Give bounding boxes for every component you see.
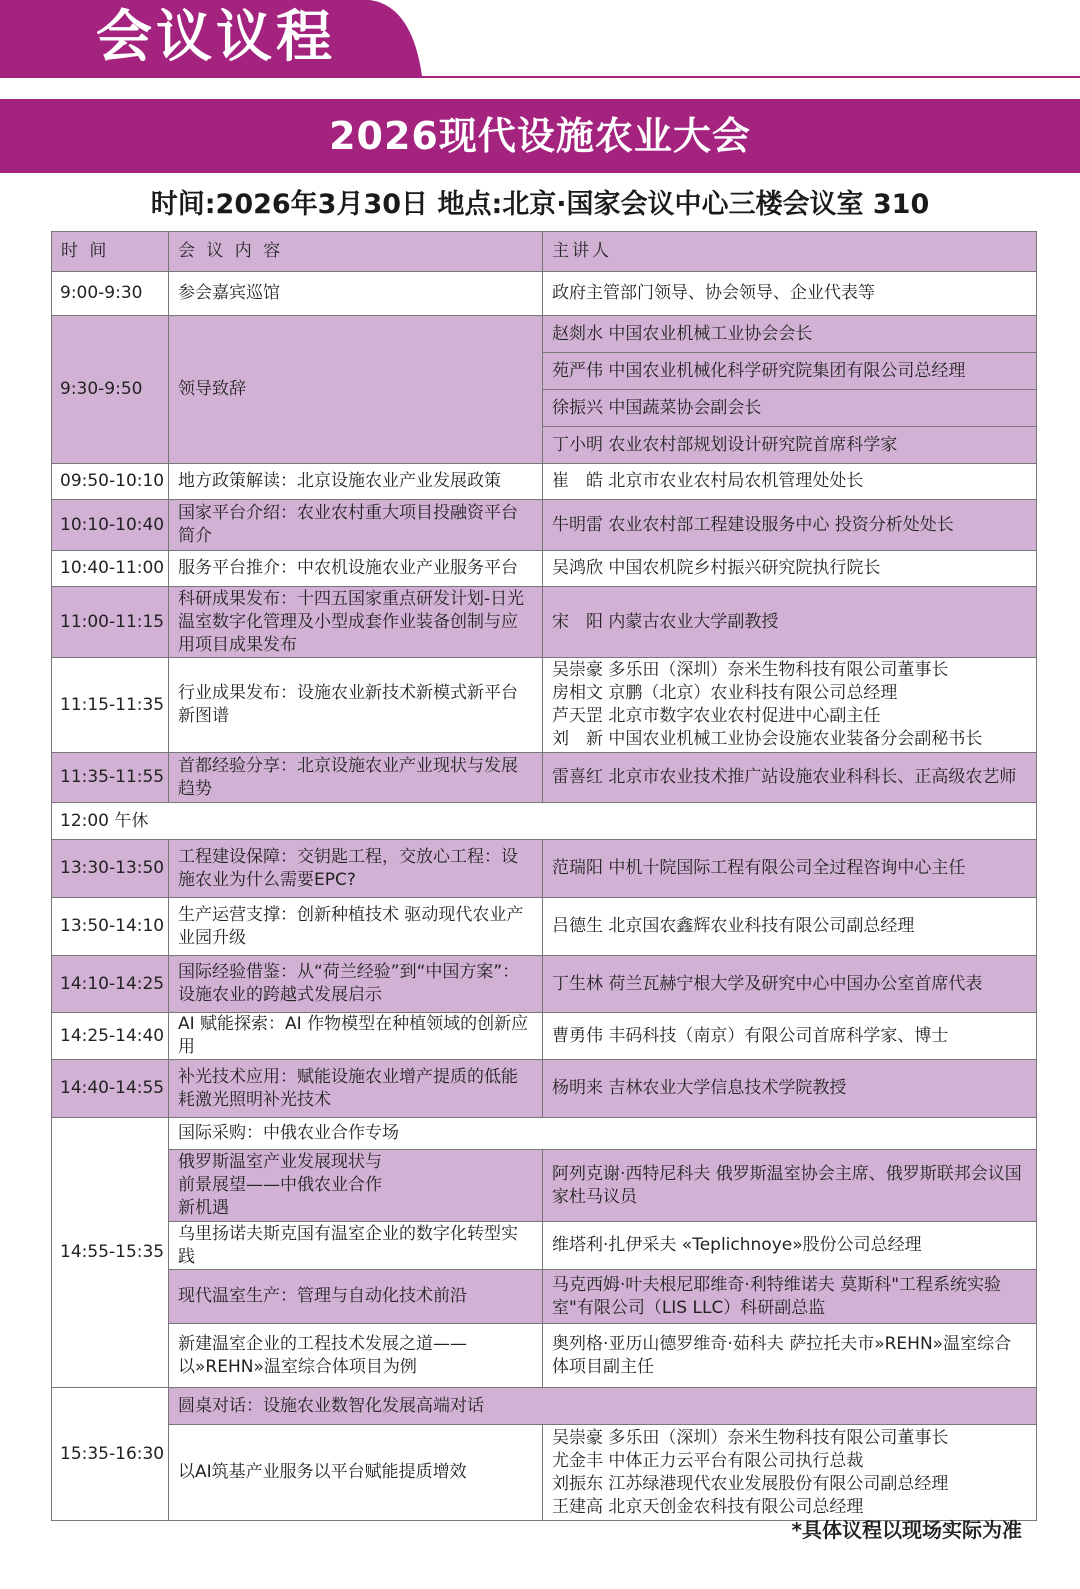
page-title: 会议议程 <box>96 5 336 70</box>
table-row <box>52 956 1037 1013</box>
row-topic: 现代温室生产：管理与自动化技术前沿 <box>169 1270 543 1324</box>
column-header-time: 时 间 <box>52 232 169 272</box>
row-topic: 服务平台推介：中农机设施农业产业服务平台 <box>169 551 543 587</box>
row-speaker: 阿列克谢·西特尼科夫 俄罗斯温室协会主席、俄罗斯联邦会议国家杜马议员 <box>543 1150 1037 1222</box>
row-time: 14:55-15:35 <box>52 1118 169 1388</box>
speaker-line: 芦天罡 北京市数字农业农村促进中心副主任 <box>552 706 881 726</box>
speaker-line: 刘振东 江苏绿港现代农业发展股份有限公司副总经理 <box>552 1473 949 1494</box>
table-section-row <box>52 1118 1037 1150</box>
table-subrow <box>52 1324 1037 1388</box>
table-row <box>52 1013 1037 1060</box>
speaker-line: 房相文 京鹏（北京）农业科技有限公司总经理 <box>552 683 898 703</box>
table-subrow <box>52 1425 1037 1521</box>
row-topic: AI 赋能探索：AI 作物模型在种植领域的创新应用 <box>169 1013 543 1060</box>
row-time: 10:40-11:00 <box>52 551 169 587</box>
row-speaker: 丁生林 荷兰瓦赫宁根大学及研究中心中国办公室首席代表 <box>543 956 1037 1013</box>
row-speaker: 雷喜红 北京市农业技术推广站设施农业科科长、正高级农艺师 <box>543 753 1037 803</box>
row-topic: 科研成果发布：十四五国家重点研发计划-日光温室数字化管理及小型成套作业装备创制与应用项目成果发布 <box>169 587 543 658</box>
table-subrow <box>52 1222 1037 1270</box>
row-speaker: 吴鸿欣 中国农机院乡村振兴研究院执行院长 <box>543 551 1037 587</box>
speaker-line: 刘 新 中国农业机械工业协会设施农业装备分会副秘书长 <box>552 729 983 749</box>
row-topic: 国际经验借鉴：从“荷兰经验”到“中国方案”：设施农业的跨越式发展启示 <box>169 956 543 1013</box>
row-time: 09:50-10:10 <box>52 464 169 500</box>
footnote: *具体议程以现场实际为准 <box>791 1518 1022 1542</box>
row-speakers <box>543 1425 1037 1521</box>
row-speaker: 曹勇伟 丰码科技（南京）有限公司首席科学家、博士 <box>543 1013 1037 1060</box>
table-row <box>52 272 1037 316</box>
table-subrow <box>52 1150 1037 1222</box>
row-speaker: 徐振兴 中国蔬菜协会副会长 <box>543 390 1037 427</box>
row-topic: 以AI筑基产业服务以平台赋能提质增效 <box>169 1425 543 1521</box>
row-topic: 首都经验分享：北京设施农业产业现状与发展趋势 <box>169 753 543 803</box>
table-row-break <box>52 803 1037 840</box>
section-title: 圆桌对话：设施农业数智化发展高端对话 <box>169 1388 1037 1425</box>
table-row <box>52 551 1037 587</box>
row-speakers <box>543 658 1037 753</box>
row-time: 14:40-14:55 <box>52 1060 169 1118</box>
column-header-speaker: 主讲人 <box>543 232 1037 272</box>
table-row <box>52 898 1037 956</box>
lunch-break: 12:00 午休 <box>52 803 1037 840</box>
row-time: 13:50-14:10 <box>52 898 169 956</box>
row-time: 14:25-14:40 <box>52 1013 169 1060</box>
topic-line: 前景展望——中俄农业合作 <box>178 1175 382 1195</box>
table-row <box>52 316 1037 353</box>
row-topic: 乌里扬诺夫斯克国有温室企业的数字化转型实践 <box>169 1222 543 1270</box>
row-speaker: 丁小明 农业农村部规划设计研究院首席科学家 <box>543 427 1037 464</box>
row-time: 10:10-10:40 <box>52 500 169 551</box>
row-speaker: 宋 阳 内蒙古农业大学副教授 <box>543 587 1037 658</box>
section-title: 国际采购：中俄农业合作专场 <box>169 1118 1037 1150</box>
row-topic: 领导致辞 <box>169 316 543 464</box>
row-speaker: 赵剡水 中国农业机械工业协会会长 <box>543 316 1037 353</box>
topic-line: 新建温室企业的工程技术发展之道—— <box>178 1333 467 1354</box>
column-header-content: 会 议 内 容 <box>169 232 543 272</box>
row-topic: 补光技术应用：赋能设施农业增产提质的低能耗激光照明补光技术 <box>169 1060 543 1118</box>
row-topic: 国家平台介绍：农业农村重大项目投融资平台简介 <box>169 500 543 551</box>
table-row <box>52 1060 1037 1118</box>
row-time: 15:35-16:30 <box>52 1388 169 1521</box>
table-row <box>52 753 1037 803</box>
conference-title: 2026现代设施农业大会 <box>0 99 1080 173</box>
agenda-table <box>51 231 1037 1521</box>
topic-line: 新机遇 <box>178 1198 229 1218</box>
row-time: 9:30-9:50 <box>52 316 169 464</box>
row-speaker: 吕德生 北京国农鑫辉农业科技有限公司副总经理 <box>543 898 1037 956</box>
row-topic: 行业成果发布：设施农业新技术新模式新平台新图谱 <box>169 658 543 753</box>
row-time: 11:00-11:15 <box>52 587 169 658</box>
table-row <box>52 840 1037 898</box>
row-speaker: 崔 皓 北京市农业农村局农机管理处处长 <box>543 464 1037 500</box>
row-topic: 生产运营支撑：创新种植技术 驱动现代农业产业园升级 <box>169 898 543 956</box>
row-speaker: 维塔利·扎伊采夫 «Teplichnoye»股份公司总经理 <box>543 1222 1037 1270</box>
topic-line: 以»REHN»温室综合体项目为例 <box>178 1356 417 1377</box>
row-speaker: 政府主管部门领导、协会领导、企业代表等 <box>543 272 1037 316</box>
table-row <box>52 500 1037 551</box>
row-topic: 地方政策解读：北京设施农业产业发展政策 <box>169 464 543 500</box>
topic-line: 俄罗斯温室产业发展现状与 <box>178 1152 382 1172</box>
speaker-line: 王建高 北京天创金农科技有限公司总经理 <box>552 1496 864 1517</box>
speaker-line: 吴崇豪 多乐田（深圳）奈米生物科技有限公司董事长 <box>552 660 949 680</box>
table-section-row <box>52 1388 1037 1425</box>
row-speaker: 杨明来 吉林农业大学信息技术学院教授 <box>543 1060 1037 1118</box>
row-time: 11:35-11:55 <box>52 753 169 803</box>
row-topic: 参会嘉宾巡馆 <box>169 272 543 316</box>
row-topic <box>169 1324 543 1388</box>
row-time: 14:10-14:25 <box>52 956 169 1013</box>
row-speaker: 奥列格·亚历山德罗维奇·茹科夫 萨拉托夫市»REHN»温室综合体项目副主任 <box>543 1324 1037 1388</box>
row-speaker: 马克西姆·叶夫根尼耶维奇·利特维诺夫 莫斯科"工程系统实验室"有限公司（LIS LLC）科研副总监 <box>543 1270 1037 1324</box>
row-time: 13:30-13:50 <box>52 840 169 898</box>
row-time: 9:00-9:30 <box>52 272 169 316</box>
row-speaker: 苑严伟 中国农业机械化科学研究院集团有限公司总经理 <box>543 353 1037 390</box>
table-row <box>52 658 1037 753</box>
row-speaker: 范瑞阳 中机十院国际工程有限公司全过程咨询中心主任 <box>543 840 1037 898</box>
table-header-row <box>52 232 1037 272</box>
header-rule <box>0 76 1080 78</box>
table-subrow <box>52 1270 1037 1324</box>
table-row <box>52 587 1037 658</box>
speaker-line: 吴崇豪 多乐田（深圳）奈米生物科技有限公司董事长 <box>552 1427 949 1448</box>
speaker-line: 尤金丰 中体正力云平台有限公司执行总裁 <box>552 1450 864 1471</box>
row-topic: 工程建设保障：交钥匙工程，交放心工程：设施农业为什么需要EPC? <box>169 840 543 898</box>
table-row <box>52 464 1037 500</box>
row-time: 11:15-11:35 <box>52 658 169 753</box>
row-speaker: 牛明雷 农业农村部工程建设服务中心 投资分析处处长 <box>543 500 1037 551</box>
time-location-line: 时间:2026年3月30日 地点:北京·国家会议中心三楼会议室 310 <box>150 189 930 220</box>
row-topic <box>169 1150 543 1222</box>
